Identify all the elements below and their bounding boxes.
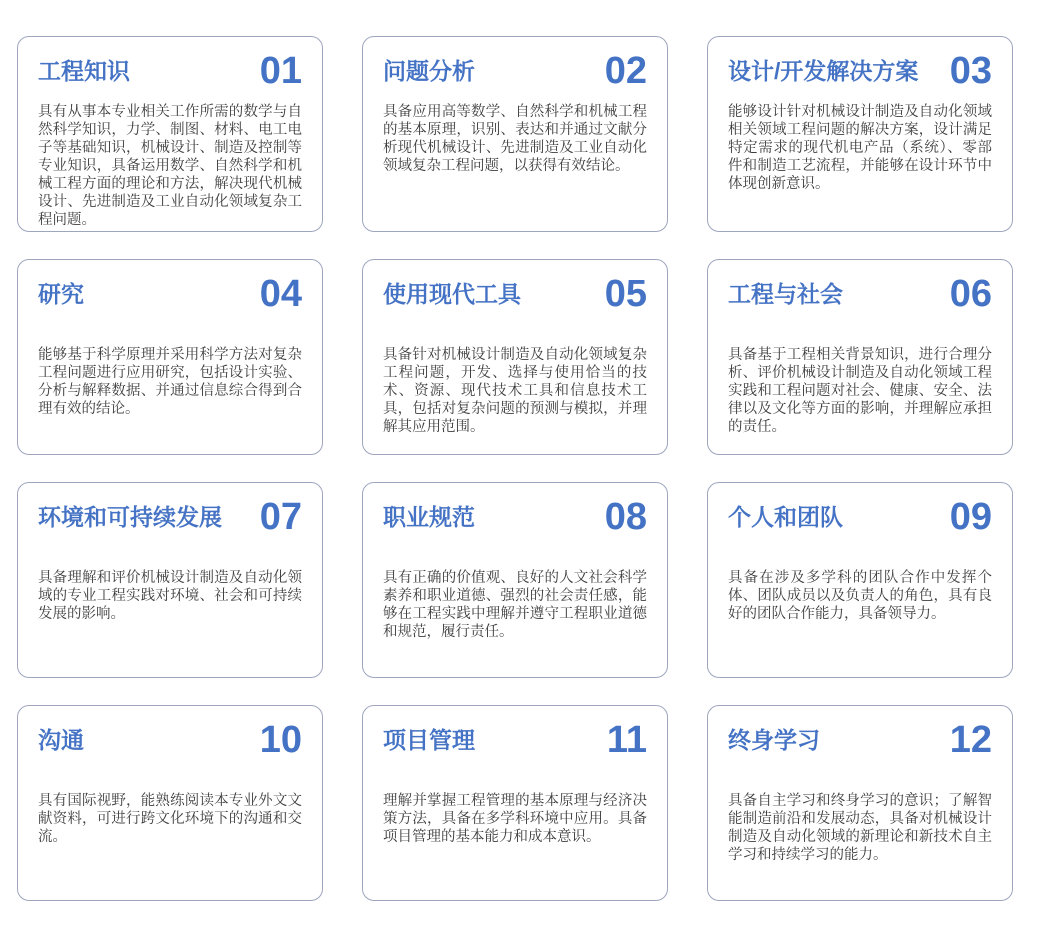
- card-body: 具有从事本专业相关工作所需的数学与自然科学知识，力学、制图、材料、电工电子等基础知识，机械设计、制造及控制等专业知识，具备运用数学、自然科学和机械工程方面的理论和方法，解决现代机械设计、先进制造及工业自动化领域复杂工程问题。: [38, 104, 302, 228]
- card-number: 05: [604, 273, 647, 315]
- card-title: 个人和团队: [728, 504, 843, 530]
- outcome-card: [362, 36, 668, 232]
- card-header: [728, 51, 992, 91]
- outcome-card: [707, 259, 1013, 455]
- card-title: 环境和可持续发展: [38, 504, 222, 530]
- card-body: 具备应用高等数学、自然科学和机械工程的基本原理，识别、表达和并通过文献分析现代机械设计、先进制造及工业自动化领域复杂工程问题，以获得有效结论。: [383, 104, 647, 174]
- card-body: 具备在涉及多学科的团队合作中发挥个体、团队成员以及负责人的角色，具有良好的团队合作能力，具备领导力。: [728, 570, 992, 622]
- card-title: 工程知识: [38, 58, 130, 84]
- outcome-card: [707, 36, 1013, 232]
- card-title: 设计/开发解决方案: [728, 58, 919, 84]
- card-number: 04: [259, 273, 302, 315]
- card-body: 具备针对机械设计制造及自动化领域复杂工程问题，开发、选择与使用恰当的技术、资源、现代技术工具和信息技术工具，包括对复杂问题的预测与模拟，并理解其应用范围。: [383, 347, 647, 435]
- card-body: 能够设计针对机械设计制造及自动化领域相关领域工程问题的解决方案，设计满足特定需求的现代机电产品（系统）、零部件和制造工艺流程，并能够在设计环节中体现创新意识。: [728, 104, 992, 192]
- card-title: 研究: [38, 281, 84, 307]
- card-body: 具有正确的价值观、良好的人文社会科学素养和职业道德、强烈的社会责任感，能够在工程实践中理解并遵守工程职业道德和规范，履行责任。: [383, 570, 647, 640]
- card-header: [728, 274, 992, 314]
- card-header: [38, 274, 302, 314]
- card-header: [383, 497, 647, 537]
- card-body: 具备自主学习和终身学习的意识；了解智能制造前沿和发展动态，具备对机械设计制造及自动化领域的新理论和新技术自主学习和持续学习的能力。: [728, 793, 992, 863]
- card-title: 项目管理: [383, 727, 475, 753]
- card-number: 11: [606, 719, 647, 761]
- card-header: [38, 51, 302, 91]
- card-number: 03: [949, 50, 992, 92]
- card-number: 12: [949, 719, 992, 761]
- card-body: 具备基于工程相关背景知识，进行合理分析、评价机械设计制造及自动化领域工程实践和工程问题对社会、健康、安全、法律以及文化等方面的影响，并理解应承担的责任。: [728, 347, 992, 435]
- card-title: 使用现代工具: [383, 281, 521, 307]
- card-number: 08: [604, 496, 647, 538]
- card-number: 07: [259, 496, 302, 538]
- card-number: 02: [604, 50, 647, 92]
- outcome-card: [17, 259, 323, 455]
- card-header: [383, 51, 647, 91]
- card-header: [728, 497, 992, 537]
- outcome-card: [362, 259, 668, 455]
- outcome-card: [17, 705, 323, 901]
- card-header: [383, 720, 647, 760]
- card-title: 工程与社会: [728, 281, 843, 307]
- card-header: [728, 720, 992, 760]
- card-header: [38, 497, 302, 537]
- card-body: 能够基于科学原理并采用科学方法对复杂工程问题进行应用研究，包括设计实验、分析与解释数据、并通过信息综合得到合理有效的结论。: [38, 347, 302, 417]
- card-header: [383, 274, 647, 314]
- outcome-card: [362, 705, 668, 901]
- card-number: 10: [259, 719, 302, 761]
- card-body: 具有国际视野，能熟练阅读本专业外文文献资料，可进行跨文化环境下的沟通和交流。: [38, 793, 302, 845]
- card-number: 01: [259, 50, 302, 92]
- card-body: 具备理解和评价机械设计制造及自动化领域的专业工程实践对环境、社会和可持续发展的影响。: [38, 570, 302, 622]
- card-title: 沟通: [38, 727, 84, 753]
- outcome-card: [707, 482, 1013, 678]
- card-title: 终身学习: [728, 727, 820, 753]
- outcome-card: [17, 36, 323, 232]
- card-body: 理解并掌握工程管理的基本原理与经济决策方法，具备在多学科环境中应用。具备项目管理的基本能力和成本意识。: [383, 793, 647, 845]
- outcome-card: [17, 482, 323, 678]
- outcome-card: [362, 482, 668, 678]
- card-number: 09: [949, 496, 992, 538]
- outcome-card: [707, 705, 1013, 901]
- card-number: 06: [949, 273, 992, 315]
- card-title: 职业规范: [383, 504, 475, 530]
- card-header: [38, 720, 302, 760]
- card-title: 问题分析: [383, 58, 475, 84]
